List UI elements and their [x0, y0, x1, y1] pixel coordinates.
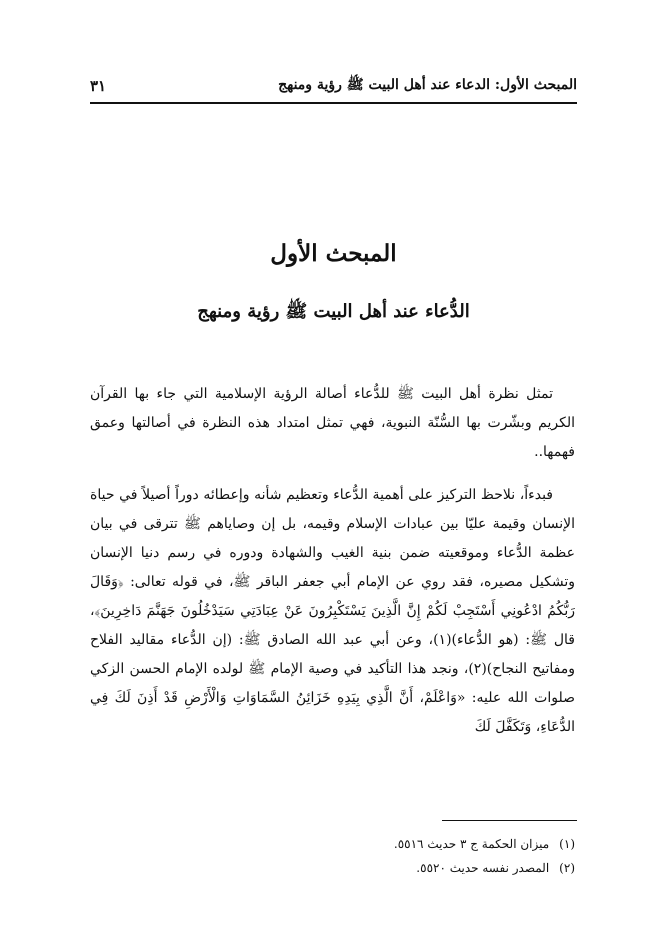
chapter-title: المبحث الأول [270, 240, 397, 267]
footnotes [90, 832, 575, 880]
body-text [90, 380, 575, 742]
footnote [90, 856, 575, 880]
page-number: ٣١ [90, 77, 107, 95]
paragraph: فبدءاً، نلاحظ التركيز على أهمية الدُّعاء وتعظيم شأنه وإعطائه دوراً أصيلاً في حياة الإنسان وقيمة عليّا بين عبادات الإسلام وقيمه، بل إن وصاياهم ﷺ تترقى في بيان عظمة الدُّعاء وموقعيته ضمن بنية الغيب والشهادة ودوره في رسم دنيا الإنسان وتشكيل مصيره، فقد روي عن الإمام أبي جعفر الباقر ﷺ، في قوله تعالى: ﴿وَقَالَ رَبُّكُمُ ادْعُونِي أَسْتَجِبْ لَكُمْ إِنَّ الَّذِينَ يَسْتَكْبِرُونَ عَنْ عِبَادَتِي سَيَدْخُلُونَ جَهَنَّمَ دَاخِرِينَ﴾، قال ﷺ: (هو الدُّعاء)(١)، وعن أبي عبد الله الصادق ﷺ: (إن الدُّعاء مقاليد الفلاح ومفاتيح النجاح)(٢)، ونجد هذا التأكيد في وصية الإمام ﷺ لولده الإمام الحسن الزكي صلوات الله عليه: «وَاعْلَمْ، أَنَّ الَّذِي بِيَدِهِ خَزَائِنُ السَّمَاوَاتِ وَالْأَرْضِ قَدْ أَذِنَ لَكَ فِي الدُّعَاءِ، وَتَكَفَّلَ لَكَ [90, 487, 576, 735]
chapter-subtitle: الدُّعاء عند أهل البيت ﷺ رؤية ومنهج [197, 301, 470, 322]
footnote-text: ميزان الحكمة ج ٣ حديث ٥٥١٦. [393, 837, 550, 851]
running-title: المبحث الأول: الدعاء عند أهل البيت ﷺ رؤية ومنهج [278, 77, 577, 93]
footnote-number: (٢) [559, 861, 575, 875]
footnote-divider [442, 820, 577, 821]
footnote [90, 832, 575, 856]
paragraph: تمثل نظرة أهل البيت ﷺ للدُّعاء أصالة الرؤية الإسلامية التي جاء بها القرآن الكريم وبشّرت بها السُّنّة النبوية، فهي تمثل امتداد هذه النظرة في أصالتها وعمق فهمها.. [90, 386, 575, 460]
footnote-number: (١) [559, 837, 575, 851]
footnote-text: المصدر نفسه حديث ٥٥٢٠. [416, 861, 550, 875]
page-header [90, 70, 577, 104]
